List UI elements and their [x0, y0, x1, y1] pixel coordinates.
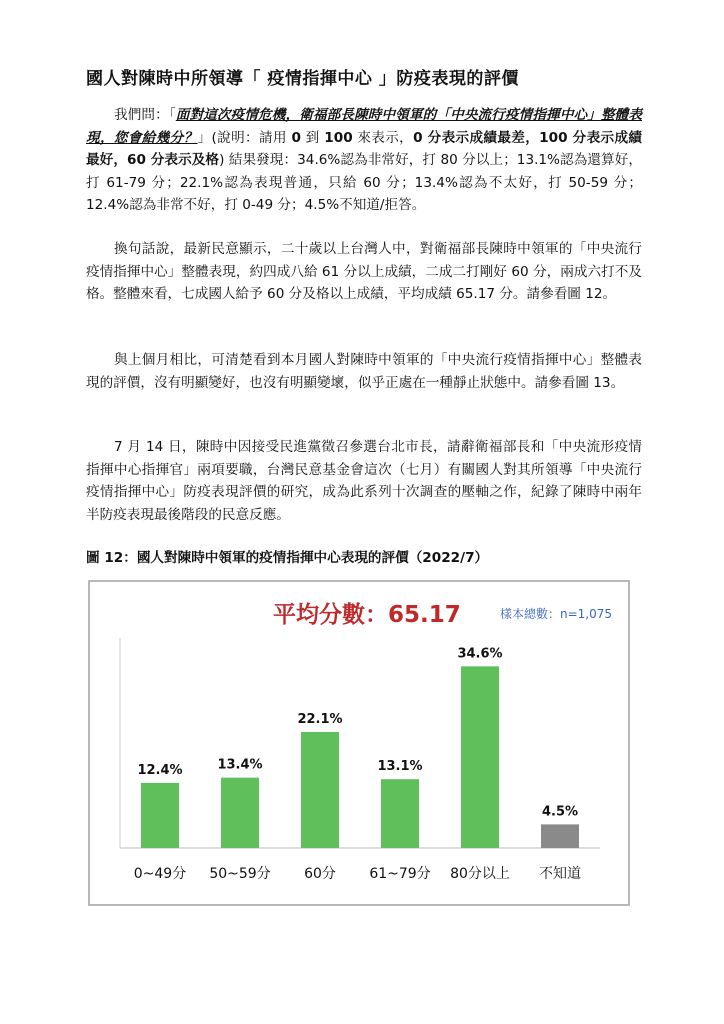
data-label-5: 4.5% [541, 804, 579, 820]
p1-n0: 0 [291, 129, 301, 146]
category-label-0: 0~49分 [133, 866, 187, 882]
page-title: 國人對陳時中所領導「 疫情指揮中心 」防疫表現的評價 [86, 69, 519, 89]
paragraph-context [86, 436, 642, 526]
p3-text: 與上個月相比，可清楚看到本月國人對陳時中領軍的「中央流行疫情指揮中心」整體表現的評價，沒有明顯變好，也沒有明顯變壞，似乎正處在一種靜止狀態中。請參看圖 13。 [86, 352, 642, 391]
data-label-1: 13.4% [217, 757, 263, 773]
category-label-3: 61~79分 [369, 866, 431, 882]
p1-n100: 100 [324, 129, 353, 146]
data-label-2: 22.1% [297, 711, 343, 727]
data-label-0: 12.4% [137, 762, 183, 778]
chart-title: 平均分數：65.17 [273, 602, 461, 628]
p4-text: 7 月 14 日，陳時中因接受民進黨徵召參選台北市長，請辭衛福部長和「中央流形疫情指揮中心指揮官」兩項要職，台灣民意基金會這次（七月）有關國人對其所領導「中央流行疫情指揮中心」防疫表現評價的研究，成為此系列十次調查的壓軸之作，紀錄了陳時中兩年半防疫表現最後階段的民意反應。 [86, 439, 642, 523]
category-label-1: 50~59分 [209, 866, 271, 882]
p1-mid1: 到 [301, 129, 325, 146]
bar-0 [141, 783, 179, 848]
p1-rest: ) 結果發現：34.6%認為非常好，打 80 分以上；13.1%認為還算好，打 61-79 分；22.1%認為表現普通，只給 60 分；13.4%認為不太好，打 50-59 分；12.4%認為非常不好，打 0-49 分；4.5%不知道/拒答。 [86, 152, 642, 213]
p1-close: 」(說明：請用 [197, 129, 292, 146]
data-label-3: 13.1% [377, 759, 423, 775]
data-label-4: 34.6% [457, 646, 503, 662]
bar-2 [301, 732, 339, 848]
p1-scale: 0 分表示成績最差，100 分表示成績最好，60 分表示及格 [86, 129, 642, 168]
p2-text: 換句話說，最新民意顯示，二十歲以上台灣人中，對衛福部長陳時中領軍的「中央流行疫情指揮中心」整體表現，約四成八給 61 分以上成績，二成二打剛好 60 分，兩成六打不及格。整體來看，七成國人給予 60 分及格以上成績，平均成績 65.17 分。請參看圖 12。 [86, 241, 642, 302]
paragraph-comparison [86, 349, 642, 394]
figure-caption: 圖 12：國人對陳時中領軍的疫情指揮中心表現的評價（2022/7） [86, 550, 489, 566]
chart-sample-size: 樣本總數：n=1,075 [500, 607, 613, 621]
paragraph-question [86, 104, 642, 217]
bar-5 [541, 824, 579, 848]
p1-question: 面對這次疫情危機，衛福部長陳時中領軍的「中央流行疫情指揮中心」整體表現，您會給幾分？ [86, 107, 642, 146]
bar-3 [381, 779, 419, 848]
chart-frame [88, 580, 630, 906]
p1-prefix: 我們問：「 [114, 107, 176, 123]
bar-chart [90, 582, 628, 904]
category-label-4: 80分以上 [450, 866, 510, 882]
paragraph-summary [86, 238, 642, 306]
bar-1 [221, 778, 259, 848]
category-label-5: 不知道 [539, 866, 581, 882]
p1-mid2: 來表示， [352, 129, 414, 146]
bar-4 [461, 666, 499, 848]
category-label-2: 60分 [304, 866, 336, 882]
